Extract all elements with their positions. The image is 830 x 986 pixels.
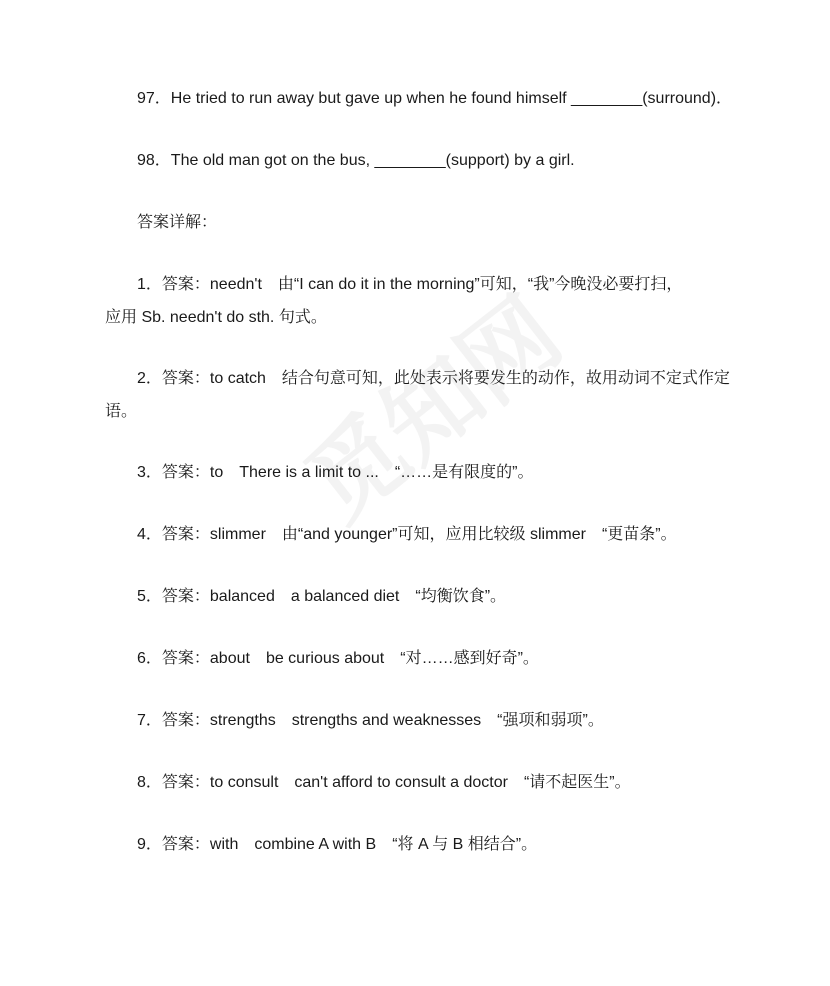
answer-4: 4．答案：slimmer 由“and younger”可知，应用比较级 slimmer “更苗条”。: [137, 526, 677, 543]
question-98: 98．The old man got on the bus, ________(support) by a girl.: [137, 152, 575, 169]
answer-7: 7．答案：strengths strengths and weaknesses “强项和弱项”。: [137, 712, 604, 729]
answer-6: 6．答案：about be curious about “对……感到好奇”。: [137, 650, 539, 667]
answer-3: 3．答案：to There is a limit to ... “……是有限度的”。: [137, 464, 534, 481]
answer-8: 8．答案：to consult can't afford to consult a doctor “请不起医生”。: [137, 774, 631, 791]
answer-1-line-2: 应用 Sb. needn't do sth. 句式。: [105, 309, 327, 326]
answer-9: 9．答案：with combine A with B “将 A 与 B 相结合”。: [137, 836, 538, 853]
answer-1-line-1: 1．答案：needn't 由“I can do it in the morning”可知，“我”今晚没必要打扫，: [137, 276, 683, 293]
answer-5: 5．答案：balanced a balanced diet “均衡饮食”。: [137, 588, 507, 605]
answers-heading: 答案详解：: [137, 214, 218, 231]
answer-2-line-1: 2．答案：to catch 结合句意可知，此处表示将要发生的动作，故用动词不定式作定: [137, 370, 730, 387]
watermark: [273, 261, 584, 546]
answer-2-line-2: 语。: [105, 403, 138, 420]
question-97: 97．He tried to run away but gave up when he found himself ________(surround)．: [137, 90, 733, 107]
